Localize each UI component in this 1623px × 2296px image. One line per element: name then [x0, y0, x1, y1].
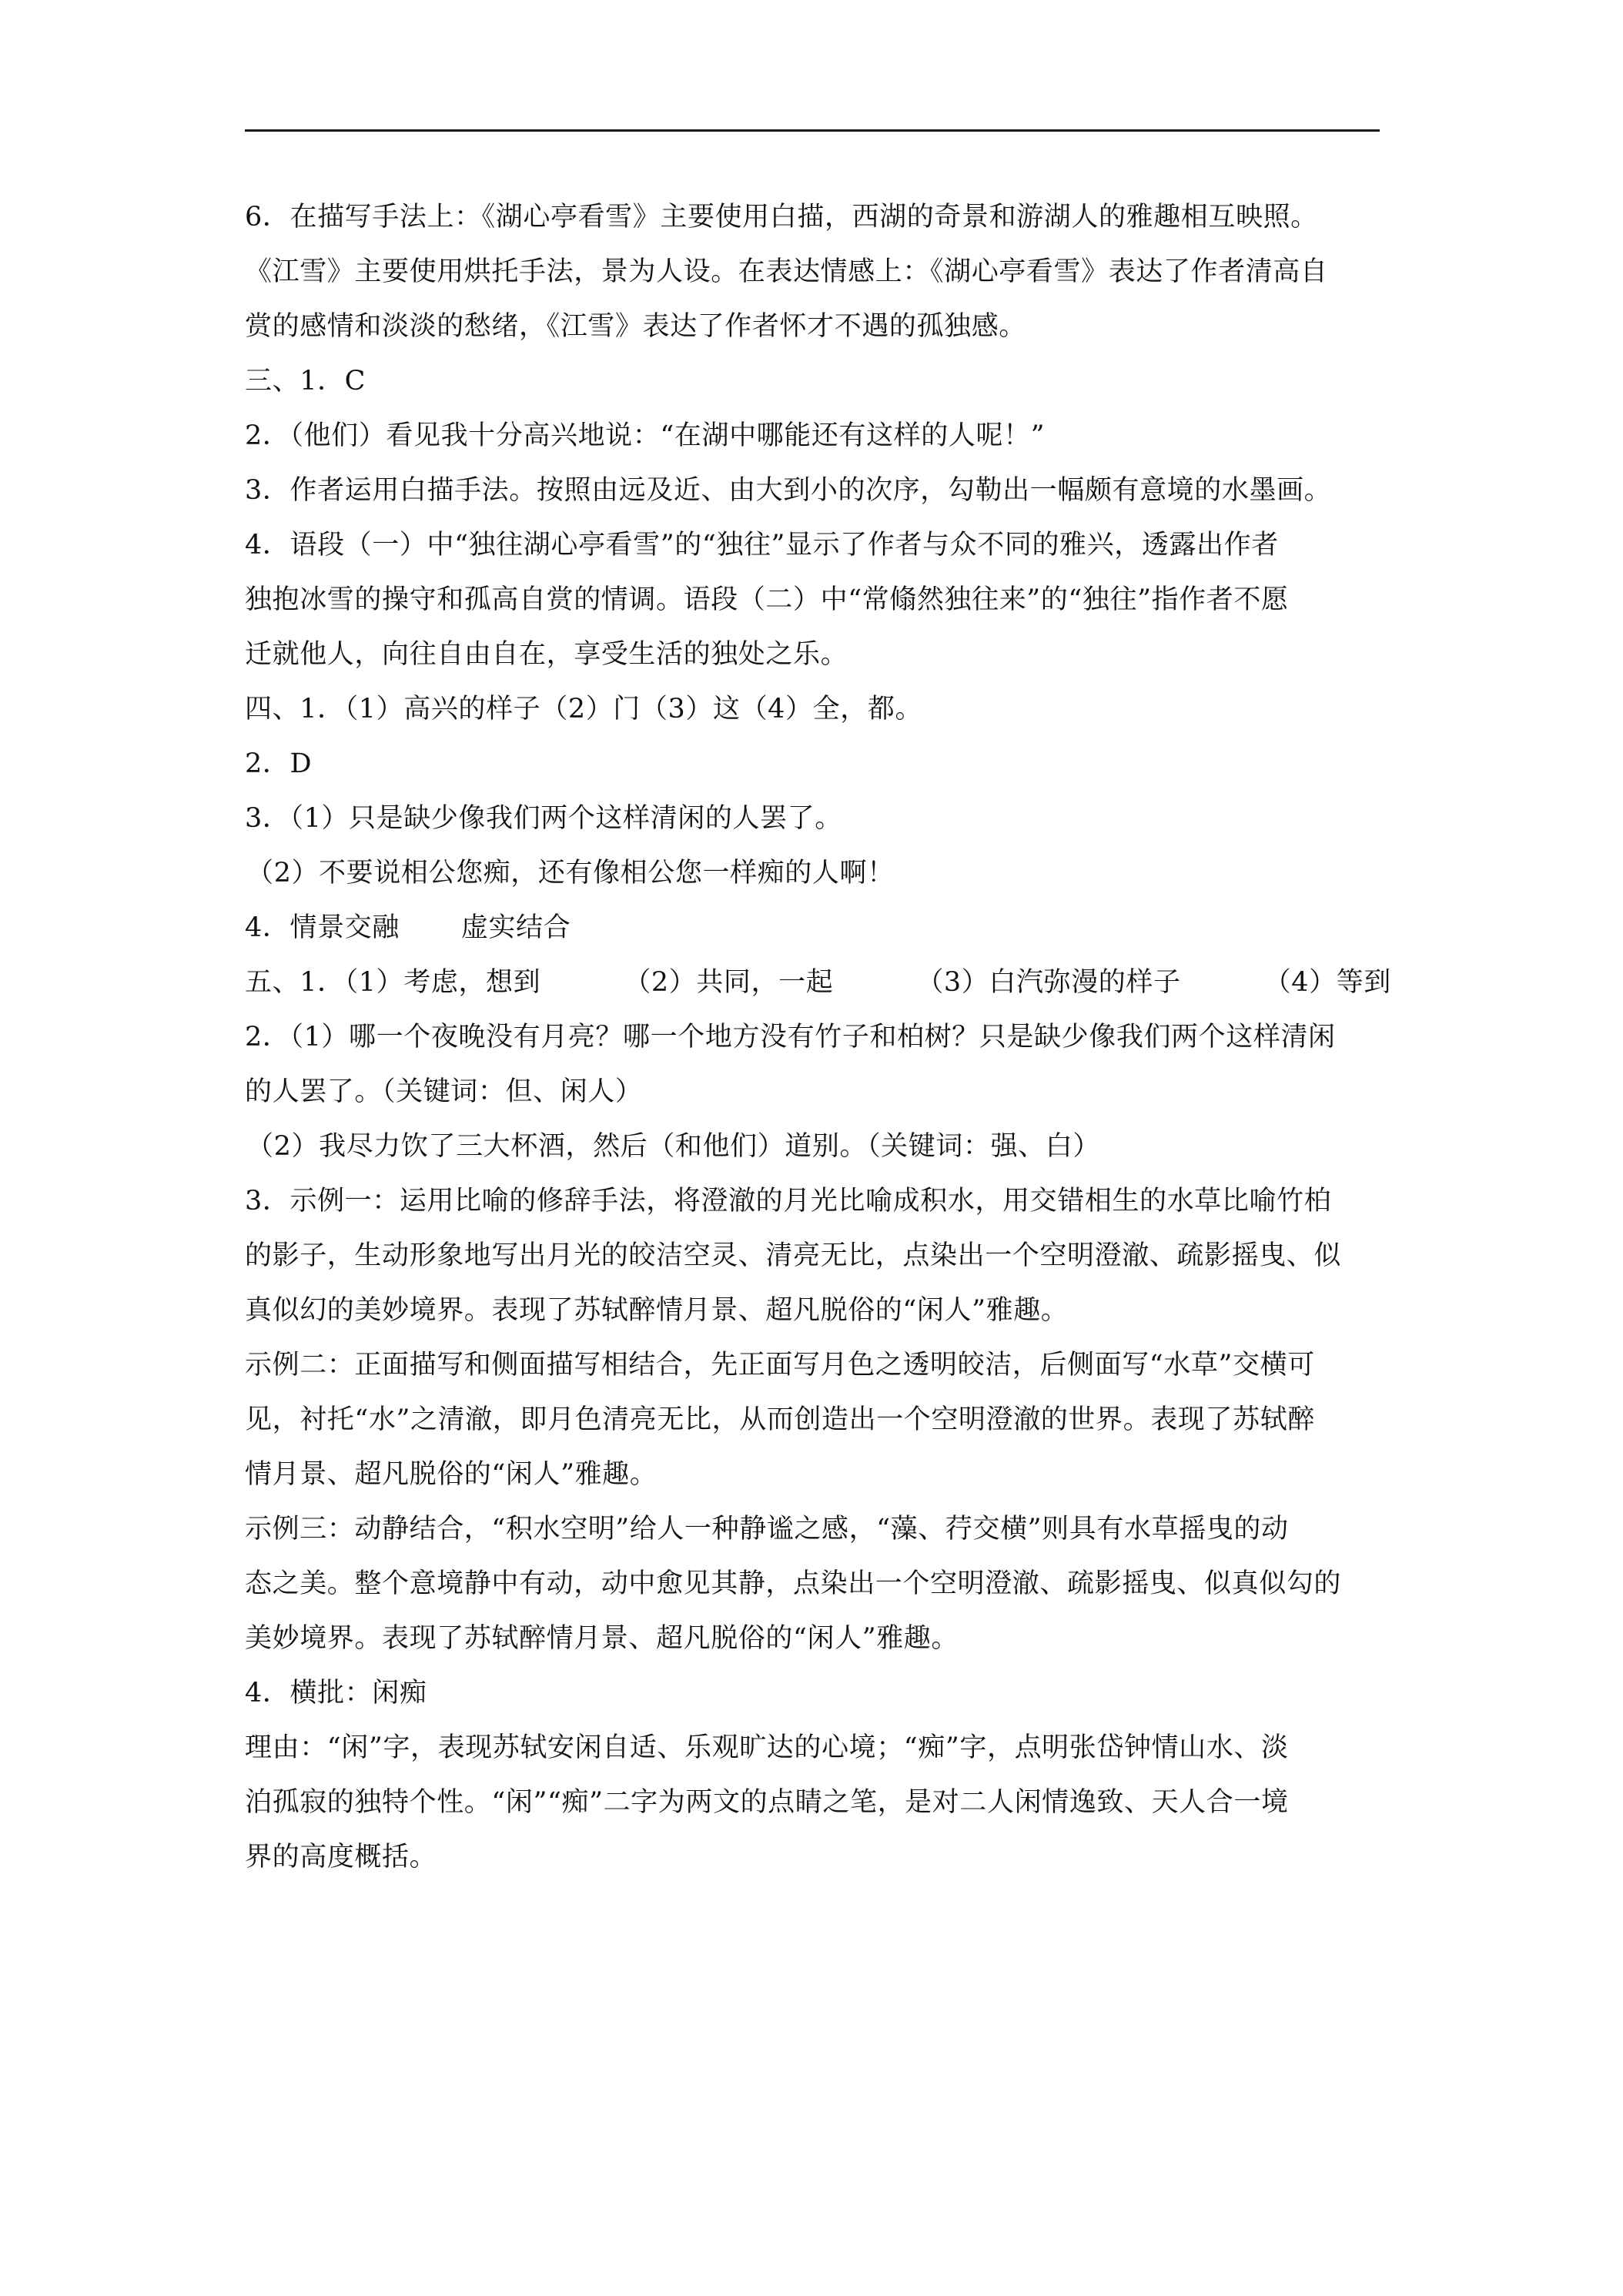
text-line: 4．语段（一）中“独往湖心亭看雪”的“独往”显示了作者与众不同的雅兴，透露出作者: [245, 530, 1279, 561]
text-line: 赏的感情和淡淡的愁绪，《江雪》表达了作者怀才不遇的孤独感。: [245, 311, 1026, 342]
text-line: 迁就他人，向往自由自在，享受生活的独处之乐。: [245, 639, 848, 670]
text-line: 的人罢了。（关键词：但、闲人）: [245, 1076, 643, 1107]
text-line: 真似幻的美妙境界。表现了苏轼醉情月景、超凡脱俗的“闲人”雅趣。: [245, 1295, 1069, 1326]
text-line: 的影子，生动形象地写出月光的皎洁空灵、清亮无比，点染出一个空明澄澈、疏影摇曳、似: [245, 1240, 1342, 1271]
text-line: 2．D: [245, 748, 313, 779]
header-rule: [245, 129, 1380, 132]
text-line: 2．（1）哪一个夜晚没有月亮？哪一个地方没有竹子和柏树？只是缺少像我们两个这样清闲: [245, 1022, 1336, 1053]
text-line: 《江雪》主要使用烘托手法，景为人设。在表达情感上：《湖心亭看雪》表达了作者清高自: [245, 256, 1328, 287]
section-heading-three: 三、1．C: [245, 366, 366, 397]
text-segment: （3）白汽弥漫的样子: [916, 967, 1181, 998]
text-line: 示例二：正面描写和侧面描写相结合，先正面写月色之透明皎洁，后侧面写“水草”交横可: [245, 1350, 1315, 1381]
text-line: 态之美。整个意境静中有动，动中愈见其静，点染出一个空明澄澈、疏影摇曳、似真似勾的: [245, 1568, 1342, 1599]
text-segment: 虚实结合: [460, 912, 571, 943]
text-line: 情月景、超凡脱俗的“闲人”雅趣。: [245, 1459, 658, 1490]
text-line: 3．示例一：运用比喻的修辞手法，将澄澈的月光比喻成积水，用交错相生的水草比喻竹柏: [245, 1186, 1332, 1217]
section-heading-five: [245, 956, 1391, 1010]
text-line: 3．（1）只是缺少像我们两个这样清闲的人罢了。: [245, 803, 842, 834]
text-line: 泊孤寂的独特个性。“闲”“痴”二字为两文的点睛之笔，是对二人闲情逸致、天人合一境: [245, 1787, 1289, 1818]
text-line: 美妙境界。表现了苏轼醉情月景、超凡脱俗的“闲人”雅趣。: [245, 1623, 959, 1654]
section-heading-four: 四、1．（1）高兴的样子（2）门（3）这（4）全，都。: [245, 694, 923, 725]
text-line: 2．（他们）看见我十分高兴地说：“在湖中哪能还有这样的人呢！”: [245, 420, 1046, 451]
answer-text-body: [245, 190, 1391, 1885]
text-line: 4．横批：闲痴: [245, 1678, 427, 1709]
text-segment: 五、1．（1）考虑，想到: [245, 967, 541, 998]
text-line: （2）不要说相公您痴，还有像相公您一样痴的人啊！: [246, 858, 895, 889]
text-segment: （2）共同，一起: [624, 967, 834, 998]
text-line: 示例三：动静结合，“积水空明”给人一种静谧之感，“藻、荇交横”则具有水草摇曳的动: [245, 1514, 1289, 1545]
text-line: 见，衬托“水”之清澈，即月色清亮无比，从而创造出一个空明澄澈的世界。表现了苏轼醉: [245, 1404, 1315, 1435]
text-line: 界的高度概括。: [245, 1842, 437, 1873]
text-line: 理由：“闲”字，表现苏轼安闲自适、乐观旷达的心境；“痴”字，点明张岱钟情山水、淡: [245, 1732, 1289, 1763]
text-line: 独抱冰雪的操守和孤高自赏的情调。语段（二）中“常翛然独往来”的“独往”指作者不愿: [245, 584, 1289, 615]
text-line: （2）我尽力饮了三大杯酒，然后（和他们）道别。（关键词：强、白）: [246, 1131, 1100, 1162]
text-line-with-gaps: [245, 901, 1384, 956]
text-segment: 4．情景交融: [245, 912, 400, 943]
text-segment: （4）等到: [1263, 967, 1391, 998]
text-line: 6．在描写手法上：《湖心亭看雪》主要使用白描，西湖的奇景和游湖人的雅趣相互映照。: [245, 202, 1318, 233]
text-line: 3．作者运用白描手法。按照由远及近、由大到小的次序，勾勒出一幅颇有意境的水墨画。: [245, 475, 1332, 506]
